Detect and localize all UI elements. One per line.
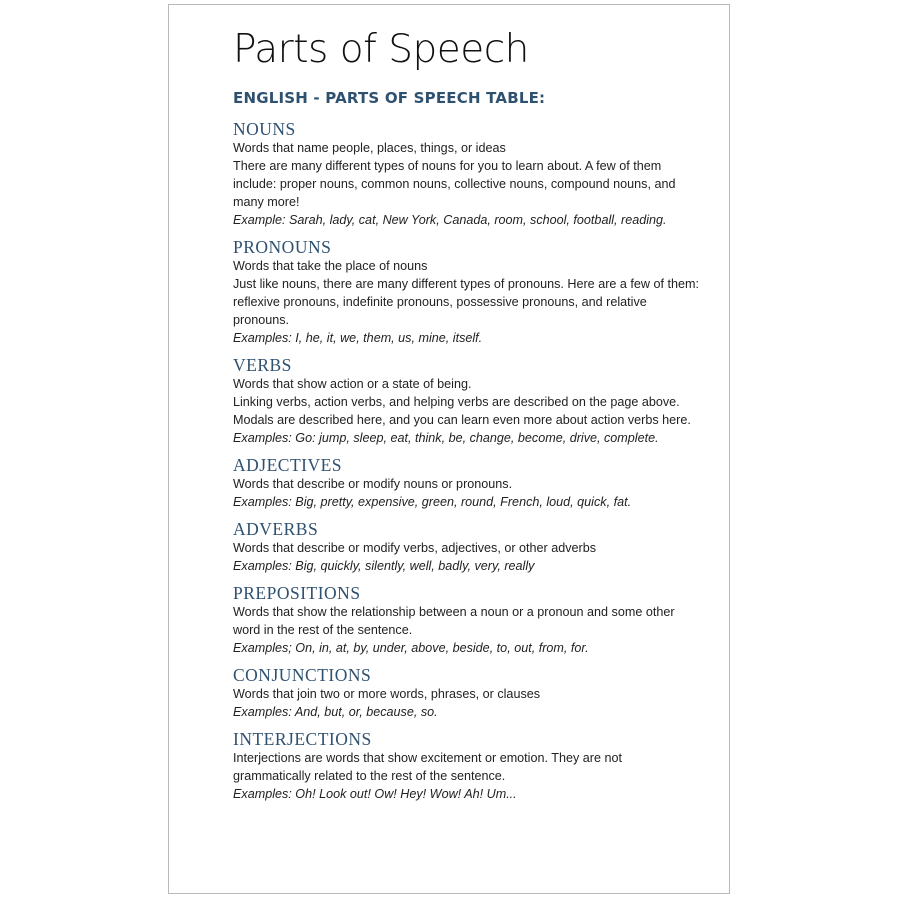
section-nouns: [233, 119, 703, 229]
section-prepositions: [233, 583, 703, 657]
section-heading: VERBS: [233, 355, 292, 375]
section-example: Examples; On, in, at, by, under, above, beside, to, out, from, for.: [233, 641, 589, 655]
section-adjectives: [233, 455, 703, 511]
section-adverbs: [233, 519, 703, 575]
section-heading: NOUNS: [233, 119, 296, 139]
page-title: Parts of Speech: [233, 27, 529, 72]
section-example: Example: Sarah, lady, cat, New York, Canada, room, school, football, reading.: [233, 213, 667, 227]
section-conjunctions: [233, 665, 703, 721]
table-subtitle: ENGLISH - PARTS OF SPEECH TABLE:: [233, 89, 546, 107]
section-definition: Words that describe or modify verbs, adjectives, or other adverbs: [233, 541, 597, 555]
section-heading: INTERJECTIONS: [233, 729, 372, 749]
section-example: Examples: And, but, or, because, so.: [233, 705, 438, 719]
section-definition: Words that describe or modify nouns or pronouns.: [233, 477, 513, 491]
section-example: Examples: Oh! Look out! Ow! Hey! Wow! Ah! Um...: [233, 787, 517, 801]
section-example: Examples: I, he, it, we, them, us, mine, itself.: [233, 331, 483, 345]
section-interjections: [233, 729, 703, 803]
section-heading: ADJECTIVES: [233, 455, 343, 475]
section-definition: Words that name people, places, things, or ideas: [233, 141, 506, 155]
document-page: [168, 4, 730, 894]
section-example: Examples: Go: jump, sleep, eat, think, be, change, become, drive, complete.: [233, 431, 659, 445]
section-definition: Words that show action or a state of being.: [233, 377, 472, 391]
section-description: Linking verbs, action verbs, and helping verbs are described on the page above. Modals are described here, and you can learn even more about action verbs here.: [233, 395, 691, 427]
section-example: Examples: Big, quickly, silently, well, badly, very, really: [233, 559, 535, 573]
section-heading: ADVERBS: [233, 519, 319, 539]
section-heading: PREPOSITIONS: [233, 583, 361, 603]
section-heading: CONJUNCTIONS: [233, 665, 372, 685]
section-definition: Interjections are words that show excitement or emotion. They are not grammatically related to the rest of the sentence.: [233, 751, 622, 783]
section-verbs: [233, 355, 703, 447]
section-definition: Words that take the place of nouns: [233, 259, 428, 273]
section-description: Just like nouns, there are many different types of pronouns. Here are a few of them: reflexive pronouns, indefinite pronouns, possessive pronouns, and relative pronouns.: [233, 277, 699, 327]
section-example: Examples: Big, pretty, expensive, green, round, French, loud, quick, fat.: [233, 495, 632, 509]
section-pronouns: [233, 237, 703, 347]
section-definition: Words that join two or more words, phrases, or clauses: [233, 687, 541, 701]
section-description: There are many different types of nouns for you to learn about. A few of them include: proper nouns, common nouns, collective nouns, compound nouns, and many more!: [233, 159, 676, 209]
document-content: [233, 25, 703, 803]
section-definition: Words that show the relationship between a noun or a pronoun and some other word in the rest of the sentence.: [233, 605, 675, 637]
section-heading: PRONOUNS: [233, 237, 332, 257]
